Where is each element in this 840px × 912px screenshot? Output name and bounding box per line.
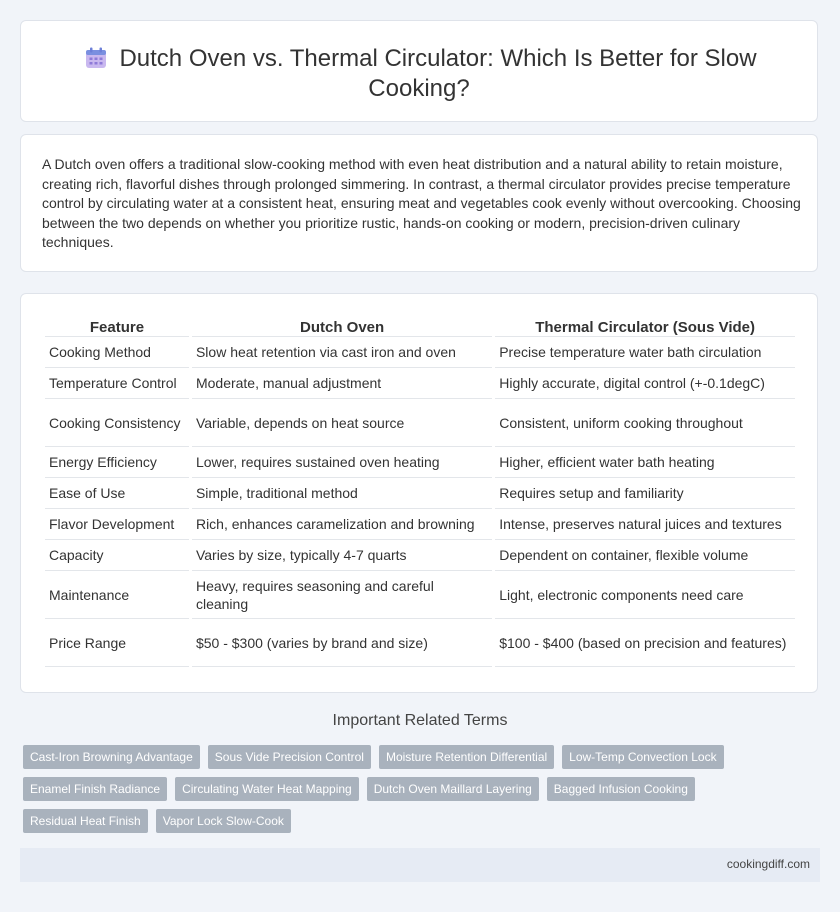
footer bbox=[20, 848, 820, 882]
related-term-tag[interactable]: Low-Temp Convection Lock bbox=[562, 745, 723, 769]
cell-dutch-oven: Simple, traditional method bbox=[192, 478, 492, 509]
table-row bbox=[45, 478, 795, 509]
related-terms-title: Important Related Terms bbox=[332, 712, 508, 729]
cell-thermal-circulator: Light, electronic components need care bbox=[495, 571, 795, 619]
title-card bbox=[20, 20, 818, 122]
cell-dutch-oven: Slow heat retention via cast iron and oven bbox=[192, 337, 492, 368]
page-title-line-2: Cooking? bbox=[368, 75, 470, 102]
cell-thermal-circulator: Higher, efficient water bath heating bbox=[495, 447, 795, 478]
related-terms-list bbox=[23, 745, 743, 833]
related-term-tag[interactable]: Cast-Iron Browning Advantage bbox=[23, 745, 200, 769]
cell-thermal-circulator: Consistent, uniform cooking throughout bbox=[495, 399, 795, 447]
footer-site-link[interactable]: cookingdiff.com bbox=[726, 857, 810, 871]
intro-card bbox=[20, 134, 818, 272]
cell-dutch-oven: Rich, enhances caramelization and browning bbox=[192, 509, 492, 540]
table-row bbox=[45, 509, 795, 540]
cell-dutch-oven: Lower, requires sustained oven heating bbox=[192, 447, 492, 478]
cell-thermal-circulator: Precise temperature water bath circulation bbox=[495, 337, 795, 368]
cell-feature: Price Range bbox=[45, 619, 189, 667]
header-feature: Feature bbox=[45, 318, 189, 337]
related-term-tag[interactable]: Bagged Infusion Cooking bbox=[547, 777, 695, 801]
table-row bbox=[45, 571, 795, 619]
cell-dutch-oven: Variable, depends on heat source bbox=[192, 399, 492, 447]
cell-feature: Cooking Consistency bbox=[45, 399, 189, 447]
comparison-table bbox=[42, 318, 798, 667]
table-row bbox=[45, 337, 795, 368]
cell-feature: Flavor Development bbox=[45, 509, 189, 540]
page-title bbox=[21, 44, 817, 104]
related-term-tag[interactable]: Dutch Oven Maillard Layering bbox=[367, 777, 539, 801]
related-term-tag[interactable]: Enamel Finish Radiance bbox=[23, 777, 167, 801]
table-row bbox=[45, 540, 795, 571]
related-term-tag[interactable]: Sous Vide Precision Control bbox=[208, 745, 371, 769]
related-term-tag[interactable]: Residual Heat Finish bbox=[23, 809, 148, 833]
header-thermal-circulator: Thermal Circulator (Sous Vide) bbox=[495, 318, 795, 337]
table-header-row bbox=[45, 318, 795, 337]
related-term-tag[interactable]: Vapor Lock Slow-Cook bbox=[156, 809, 291, 833]
intro-paragraph: A Dutch oven offers a traditional slow-cooking method with even heat distribution and a natural ability to retain moisture, creating rich, flavorful dishes through prolonged simmering. In contrast, a thermal circulator provides precise temperature control by circulating water at a consistent heat, ensuring meat and vegetables cook evenly without overcooking. Choosing between the two depends on whether you prioritize rustic, hands-on cooking or modern, precision-driven culinary techniques. bbox=[42, 156, 801, 251]
cell-dutch-oven: $50 - $300 (varies by brand and size) bbox=[192, 619, 492, 667]
cell-thermal-circulator: Intense, preserves natural juices and textures bbox=[495, 509, 795, 540]
cell-feature: Capacity bbox=[45, 540, 189, 571]
cell-thermal-circulator: Highly accurate, digital control (+-0.1degC) bbox=[495, 368, 795, 399]
cell-thermal-circulator: $100 - $400 (based on precision and features) bbox=[495, 619, 795, 667]
table-row bbox=[45, 619, 795, 667]
cell-thermal-circulator: Requires setup and familiarity bbox=[495, 478, 795, 509]
cell-feature: Maintenance bbox=[45, 571, 189, 619]
cell-feature: Temperature Control bbox=[45, 368, 189, 399]
table-row bbox=[45, 447, 795, 478]
cell-feature: Cooking Method bbox=[45, 337, 189, 368]
cell-feature: Energy Efficiency bbox=[45, 447, 189, 478]
related-term-tag[interactable]: Circulating Water Heat Mapping bbox=[175, 777, 359, 801]
table-row bbox=[45, 399, 795, 447]
cell-dutch-oven: Moderate, manual adjustment bbox=[192, 368, 492, 399]
table-row bbox=[45, 368, 795, 399]
header-dutch-oven: Dutch Oven bbox=[192, 318, 492, 337]
page-title-line-1: Dutch Oven vs. Thermal Circulator: Which Is Better for Slow bbox=[119, 45, 757, 72]
cell-feature: Ease of Use bbox=[45, 478, 189, 509]
cell-dutch-oven: Varies by size, typically 4-7 quarts bbox=[192, 540, 492, 571]
cell-dutch-oven: Heavy, requires seasoning and careful cleaning bbox=[192, 571, 492, 619]
comparison-card bbox=[20, 293, 818, 693]
related-term-tag[interactable]: Moisture Retention Differential bbox=[379, 745, 554, 769]
cell-thermal-circulator: Dependent on container, flexible volume bbox=[495, 540, 795, 571]
